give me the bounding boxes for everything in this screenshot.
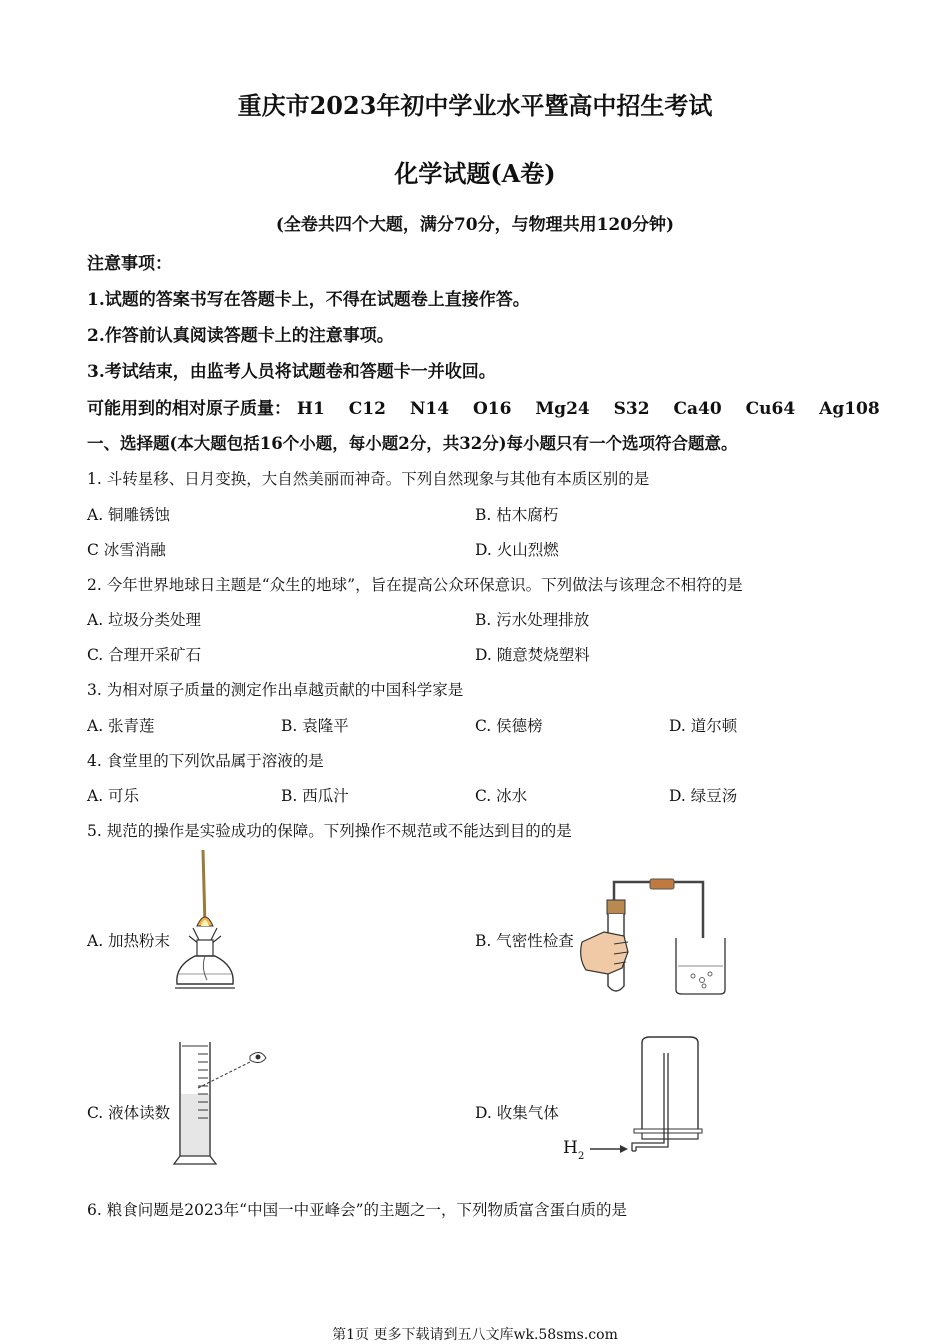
question-stem: 2. 今年世界地球日主题是“众生的地球”，旨在提高公众环保意识。下列做法与该理念不相符的是	[87, 576, 743, 594]
option-d: D. 收集气体	[475, 1104, 559, 1122]
option-c: C. 合理开采矿石	[87, 646, 202, 664]
atomic-mass-value: S32	[613, 399, 650, 419]
option-d: D. 火山烈燃	[475, 541, 559, 559]
atomic-masses-label: 可能用到的相对原子质量：	[87, 399, 291, 419]
notice-item: 3.考试结束，由监考人员将试题卷和答题卡一并收回。	[87, 362, 496, 382]
exam-note: (全卷共四个大题，满分70分，与物理共用120分钟)	[275, 215, 675, 235]
atomic-mass-value: Ag108	[819, 399, 880, 419]
exam-subtitle: 化学试题(A卷)	[394, 159, 556, 188]
figure-label-h: H	[563, 1138, 578, 1158]
option-d: D. 随意焚烧塑料	[475, 646, 590, 664]
question-stem: 3. 为相对原子质量的测定作出卓越贡献的中国科学家是	[87, 681, 464, 699]
atomic-mass-value: N14	[409, 399, 450, 419]
atomic-masses	[87, 394, 898, 419]
notice-item: 2.作答前认真阅读答题卡上的注意事项。	[87, 326, 394, 346]
option-b: B. 污水处理排放	[475, 611, 590, 629]
atomic-mass-value: O16	[472, 399, 512, 419]
atomic-mass-value: C12	[348, 399, 386, 419]
option-d: D. 道尔顿	[669, 717, 738, 735]
option-b: B. 枯木腐朽	[475, 506, 559, 524]
figure-label-subscript: 2	[578, 1151, 585, 1162]
atomic-mass-value: Ca40	[673, 399, 722, 419]
notice-heading: 注意事项：	[87, 254, 172, 274]
option-a: A. 铜雕锈蚀	[87, 506, 171, 524]
question-stem: 4. 食堂里的下列饮品属于溶液的是	[87, 752, 324, 770]
atomic-mass-value: Cu64	[745, 399, 796, 419]
option-a: A. 加热粉末	[87, 932, 171, 950]
page-footer: 第1页 更多下载请到五八文库wk.58sms.com	[332, 1327, 618, 1343]
airtightness-check-figure	[578, 872, 733, 998]
option-b: B. 西瓜汁	[281, 787, 349, 805]
option-d: D. 绿豆汤	[669, 787, 738, 805]
atomic-mass-value: Mg24	[535, 399, 590, 419]
exam-title: 重庆市2023年初中学业水平暨高中招生考试	[237, 91, 713, 120]
option-b: B. 袁隆平	[281, 717, 349, 735]
section-heading: 一、选择题(本大题包括16个小题，每小题2分，共32分)每小题只有一个选项符合题意。	[87, 434, 738, 453]
question-stem: 6. 粮食问题是2023年“中国一中亚峰会”的主题之一，下列物质富含蛋白质的是	[87, 1201, 628, 1219]
question-stem: 1. 斗转星移、日月变换，大自然美丽而神奇。下列自然现象与其他有本质区别的是	[87, 470, 650, 488]
option-c: C. 冰水	[475, 787, 528, 805]
atomic-mass-value: H1	[296, 399, 325, 419]
option-c: C 冰雪消融	[87, 541, 166, 559]
gas-collection-figure	[560, 1035, 710, 1167]
notice-item: 1.试题的答案书写在答题卡上，不得在试题卷上直接作答。	[87, 290, 530, 310]
option-a: A. 垃圾分类处理	[87, 611, 202, 629]
option-a: A. 张青莲	[87, 717, 155, 735]
alcohol-lamp-figure	[165, 848, 245, 998]
option-b: B. 气密性检查	[475, 932, 574, 950]
option-c: C. 液体读数	[87, 1104, 171, 1122]
graduated-cylinder-figure	[170, 1038, 270, 1166]
option-c: C. 侯德榜	[475, 717, 543, 735]
option-a: A. 可乐	[87, 787, 140, 805]
question-stem: 5. 规范的操作是实验成功的保障。下列操作不规范或不能达到目的的是	[87, 822, 572, 840]
